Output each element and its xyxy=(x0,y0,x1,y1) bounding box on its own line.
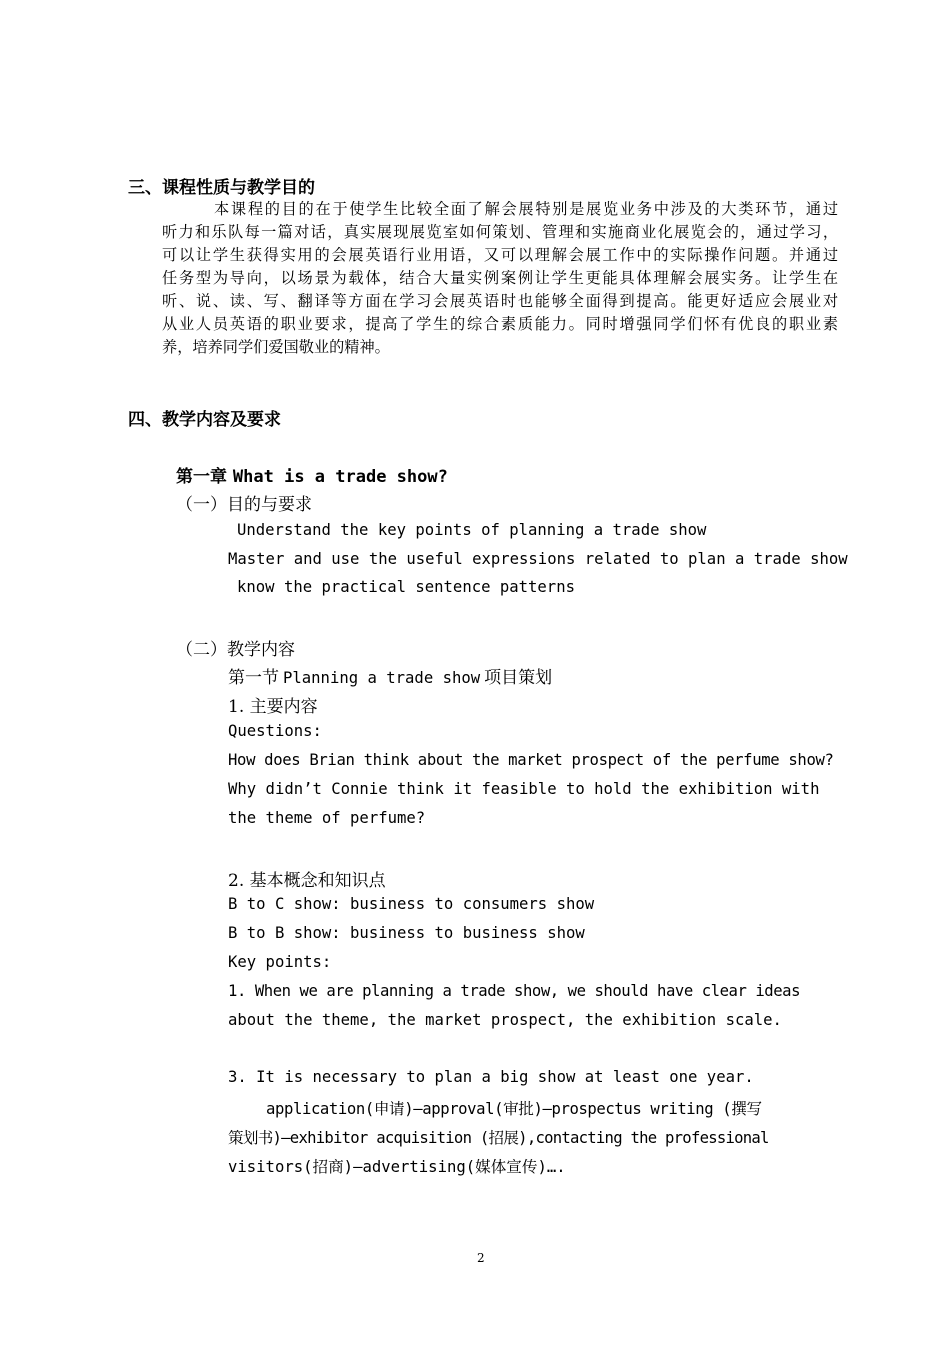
main-content-line: Questions: xyxy=(228,722,322,740)
main-content-line: the theme of perfume? xyxy=(228,809,426,827)
point3-line: 3. It is necessary to plan a big show at least one year. xyxy=(228,1068,754,1086)
part2-heading: （二）教学内容 xyxy=(176,640,295,660)
concepts-heading: 2. 基本概念和知识点 xyxy=(228,871,386,891)
point3-line: application(申请)—approval(审批)—prospectus writing (撰写 xyxy=(266,1100,762,1118)
part1-heading: （一）目的与要求 xyxy=(176,495,312,515)
chapter1-title-en: What is a trade show? xyxy=(232,467,448,487)
point3-line: 策划书)—exhibitor acquisition (招展),contacting the professional xyxy=(228,1129,769,1147)
section3-line: 听、说、读、写、翻译等方面在学习会展英语时也能够全面得到提高。能更好适应会展业对 xyxy=(162,292,838,310)
objective-item: know the practical sentence patterns xyxy=(237,578,575,596)
section3-line: 任务型为导向，以场景为载体，结合大量实例案例让学生更能具体理解会展实务。让学生在 xyxy=(162,269,838,287)
chapter1-title xyxy=(176,462,448,487)
section1-title-prefix: 第一节 xyxy=(228,668,279,688)
main-content-heading: 1. 主要内容 xyxy=(228,697,318,717)
section3-line: 可以让学生获得实用的会展英语行业用语，又可以理解会展工作中的实际操作问题。并通过 xyxy=(162,246,838,264)
section1-title xyxy=(228,663,552,688)
page-number: 2 xyxy=(477,1251,485,1265)
concepts-line: Key points: xyxy=(228,953,332,971)
chapter1-title-cn: 第一章 xyxy=(176,467,227,487)
section3-paragraph xyxy=(162,198,838,359)
section1-title-suffix: 项目策划 xyxy=(484,668,553,688)
section3-line: 从业人员英语的职业要求，提高了学生的综合素质能力。同时增强同学们怀有优良的职业素 xyxy=(162,315,838,333)
concepts-line: about the theme, the market prospect, the exhibition scale. xyxy=(228,1011,782,1029)
point3-line: visitors(招商)—advertising(媒体宣传)…. xyxy=(228,1158,566,1176)
concepts-line: B to B show: business to business show xyxy=(228,924,585,942)
objective-item: Understand the key points of planning a trade show xyxy=(237,521,707,539)
section1-title-en: Planning a trade show xyxy=(283,669,481,687)
objective-item: Master and use the useful expressions related to plan a trade show xyxy=(228,550,848,568)
section3-line: 本课程的目的在于使学生比较全面了解会展特别是展览业务中涉及的大类环节，通过 xyxy=(214,200,838,218)
concepts-line: B to C show: business to consumers show xyxy=(228,895,595,913)
main-content-line: Why didn’t Connie think it feasible to hold the exhibition with xyxy=(228,780,820,798)
section3-line: 听力和乐队每一篇对话，真实展现展览室如何策划、管理和实施商业化展览会的，通过学习， xyxy=(162,223,838,241)
section3-line: 养，培养同学们爱国敬业的精神。 xyxy=(162,338,390,356)
section4-title: 四、教学内容及要求 xyxy=(128,410,281,430)
section3-title: 三、课程性质与教学目的 xyxy=(128,178,315,198)
concepts-line: 1. When we are planning a trade show, we should have clear ideas xyxy=(228,982,801,1000)
main-content-line: How does Brian think about the market prospect of the perfume show? xyxy=(228,751,834,769)
